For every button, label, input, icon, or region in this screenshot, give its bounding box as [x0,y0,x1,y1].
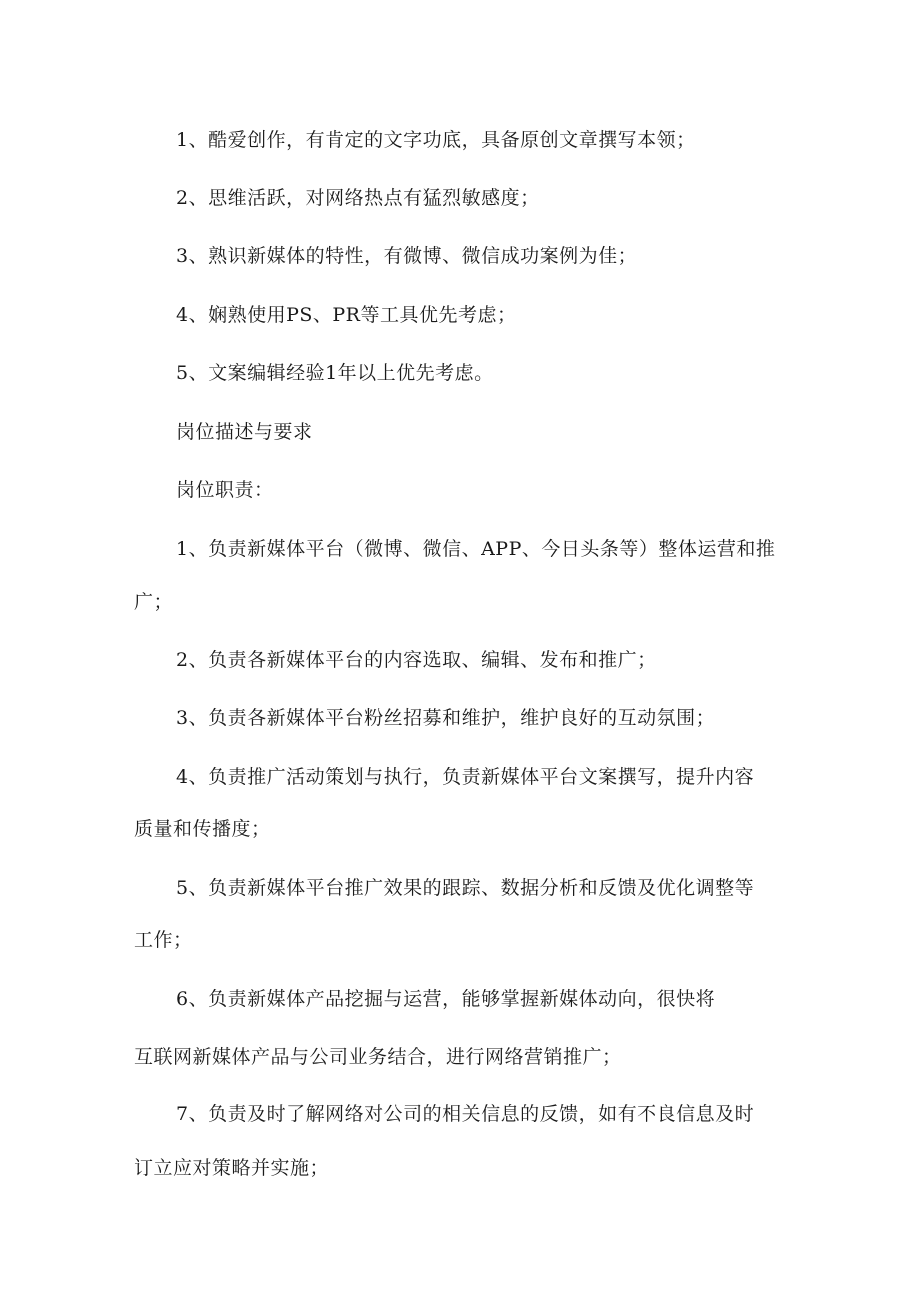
duty-7-line-1: 7、负责及时了解网络对公司的相关信息的反馈，如有不良信息及时 [176,1103,755,1125]
duty-4-line-1: 4、负责推广活动策划与执行，负责新媒体平台文案撰写，提升内容 [176,766,755,788]
section-title: 岗位描述与要求 [176,421,313,443]
requirement-4: 4、娴熟使用PS、PR等工具优先考虑； [176,304,517,326]
duty-5-line-2: 工作； [134,929,193,951]
requirement-1: 1、酷爱创作，有肯定的文字功底，具备原创文章撰写本领； [176,129,696,151]
duty-6-line-2: 互联网新媒体产品与公司业务结合，进行网络营销推广； [134,1046,622,1068]
duty-1-line-1: 1、负责新媒体平台（微博、微信、APP、今日头条等）整体运营和推 [176,538,776,560]
duties-title: 岗位职责： [176,479,274,501]
duty-1-line-2: 广； [134,591,174,613]
duty-6-line-1: 6、负责新媒体产品挖掘与运营，能够掌握新媒体动向，很快将 [176,988,716,1010]
duty-3: 3、负责各新媒体平台粉丝招募和维护，维护良好的互动氛围； [176,707,716,729]
requirement-2: 2、思维活跃，对网络热点有猛烈敏感度； [176,187,540,209]
requirement-3: 3、熟识新媒体的特性，有微博、微信成功案例为佳； [176,245,638,267]
duty-2: 2、负责各新媒体平台的内容选取、编辑、发布和推广； [176,649,657,671]
duty-7-line-2: 订立应对策略并实施； [134,1157,330,1179]
requirement-5: 5、文案编辑经验1年以上优先考虑。 [176,362,494,384]
duty-4-line-2: 质量和传播度； [134,818,271,840]
duty-5-line-1: 5、负责新媒体平台推广效果的跟踪、数据分析和反馈及优化调整等 [176,877,755,899]
